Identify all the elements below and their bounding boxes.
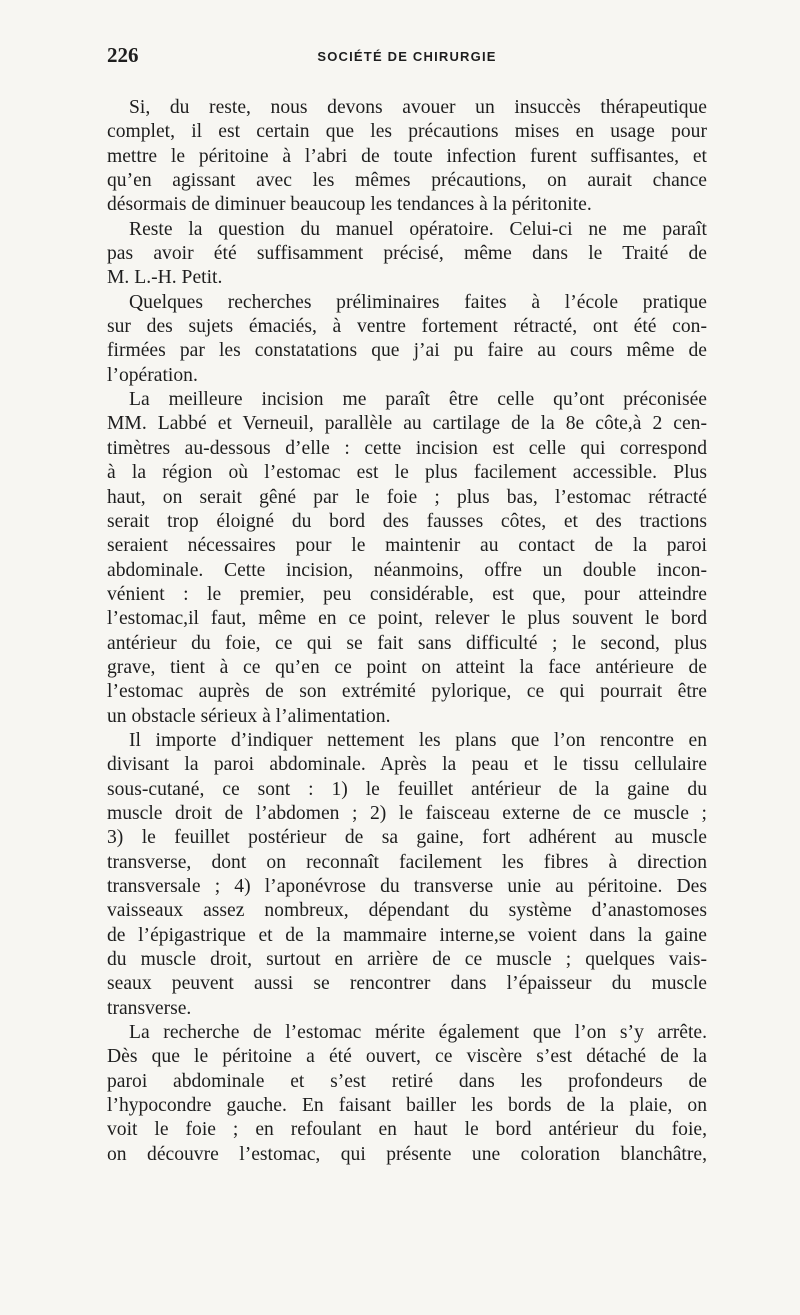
text-line: 3) le feuillet postérieur de sa gaine, fort adhérent au muscle (107, 827, 707, 849)
paragraph (107, 729, 707, 1021)
text-line: vénient : le premier, peu considérable, est que, pour atteindre (107, 583, 707, 605)
text-line: du muscle droit, surtout en arrière de ce muscle ; quelques vais- (107, 949, 707, 971)
text-line: La recherche de l’estomac mérite également que l’on s’y arrête. (129, 1022, 707, 1044)
text-line: l’hypocondre gauche. En faisant bailler les bords de la plaie, on (107, 1095, 707, 1117)
text-line: antérieur du foie, ce qui se fait sans difficulté ; le second, plus (107, 632, 707, 654)
page-number: 226 (107, 43, 139, 67)
text-line: voit le foie ; en refoulant en haut le bord antérieur du foie, (107, 1119, 707, 1141)
body-text (107, 96, 707, 1167)
text-line: on découvre l’estomac, qui présente une coloration blanchâtre, (107, 1143, 707, 1165)
running-title: SOCIÉTÉ DE CHIRURGIE (317, 49, 497, 64)
paragraph (107, 96, 707, 218)
text-line: Quelques recherches préliminaires faites à l’école pratique (129, 291, 707, 313)
text-line: qu’en agissant avec les mêmes précautions, on aurait chance (107, 170, 707, 192)
text-line: La meilleure incision me paraît être celle qu’ont préconisée (129, 389, 707, 411)
text-line: grave, tient à ce qu’en ce point on atteint la face antérieure de (107, 656, 707, 678)
paragraph (107, 218, 707, 291)
running-head (107, 40, 707, 70)
paragraph (107, 1021, 707, 1167)
text-line: M. L.-H. Petit. (107, 267, 223, 289)
text-line: timètres au-dessous d’elle : cette incision est celle qui correspond (107, 437, 707, 459)
text-line: haut, on serait gêné par le foie ; plus bas, l’estomac rétracté (107, 486, 707, 508)
text-line: l’estomac auprès de son extrémité pylorique, ce qui pourrait être (107, 681, 707, 703)
text-line: paroi abdominale et s’est retiré dans les profondeurs de (107, 1070, 707, 1092)
text-line: Il importe d’indiquer nettement les plans que l’on rencontre en (129, 729, 707, 751)
book-page (107, 40, 707, 1167)
text-line: abdominale. Cette incision, néanmoins, offre un double incon- (107, 559, 707, 581)
text-line: transverse, dont on reconnaît facilement les fibres à direction (107, 851, 707, 873)
paragraph (107, 388, 707, 729)
text-line: Dès que le péritoine a été ouvert, ce viscère s’est détaché de la (107, 1046, 707, 1068)
text-line: l’estomac,il faut, même en ce point, relever le plus souvent le bord (107, 608, 707, 630)
text-line: transverse. (107, 997, 192, 1019)
text-line: Reste la question du manuel opératoire. Celui-ci ne me paraît (129, 218, 707, 240)
text-line: transversale ; 4) l’aponévrose du transverse unie au péritoine. Des (107, 876, 707, 897)
text-line: un obstacle sérieux à l’alimentation. (107, 705, 391, 727)
text-line: serait trop éloigné du bord des fausses côtes, et des tractions (107, 510, 707, 532)
text-line: complet, il est certain que les précautions mises en usage pour (107, 121, 707, 143)
text-line: mettre le péritoine à l’abri de toute infection furent suffisantes, et (107, 145, 707, 167)
text-line: MM. Labbé et Verneuil, parallèle au cartilage de la 8e côte,à 2 cen- (107, 413, 707, 435)
text-line: Si, du reste, nous devons avouer un insuccès thérapeutique (129, 97, 707, 118)
text-line: de l’épigastrique et de la mammaire interne,se voient dans la gaine (107, 924, 707, 946)
text-line: l’opération. (107, 364, 198, 386)
text-line: pas avoir été suffisamment précisé, même dans le Traité de (107, 243, 707, 265)
paragraph (107, 291, 707, 388)
text-line: firmées par les constatations que j’ai pu faire au cours même de (107, 340, 707, 362)
text-line: sous-cutané, ce sont : 1) le feuillet antérieur de la gaine du (107, 778, 707, 800)
text-line: vaisseaux assez nombreux, dépendant du système d’anastomoses (107, 900, 707, 922)
text-line: divisant la paroi abdominale. Après la peau et le tissu cellulaire (107, 754, 707, 776)
text-line: seraient nécessaires pour le maintenir au contact de la paroi (107, 535, 707, 557)
text-line: à la région où l’estomac est le plus facilement accessible. Plus (107, 462, 707, 484)
text-line: sur des sujets émaciés, à ventre fortement rétracté, ont été con- (107, 316, 707, 338)
text-line: seaux peuvent aussi se rencontrer dans l’épaisseur du muscle (107, 973, 707, 995)
text-line: muscle droit de l’abdomen ; 2) le faisceau externe de ce muscle ; (107, 802, 707, 824)
text-line: désormais de diminuer beaucoup les tendances à la péritonite. (107, 194, 592, 216)
